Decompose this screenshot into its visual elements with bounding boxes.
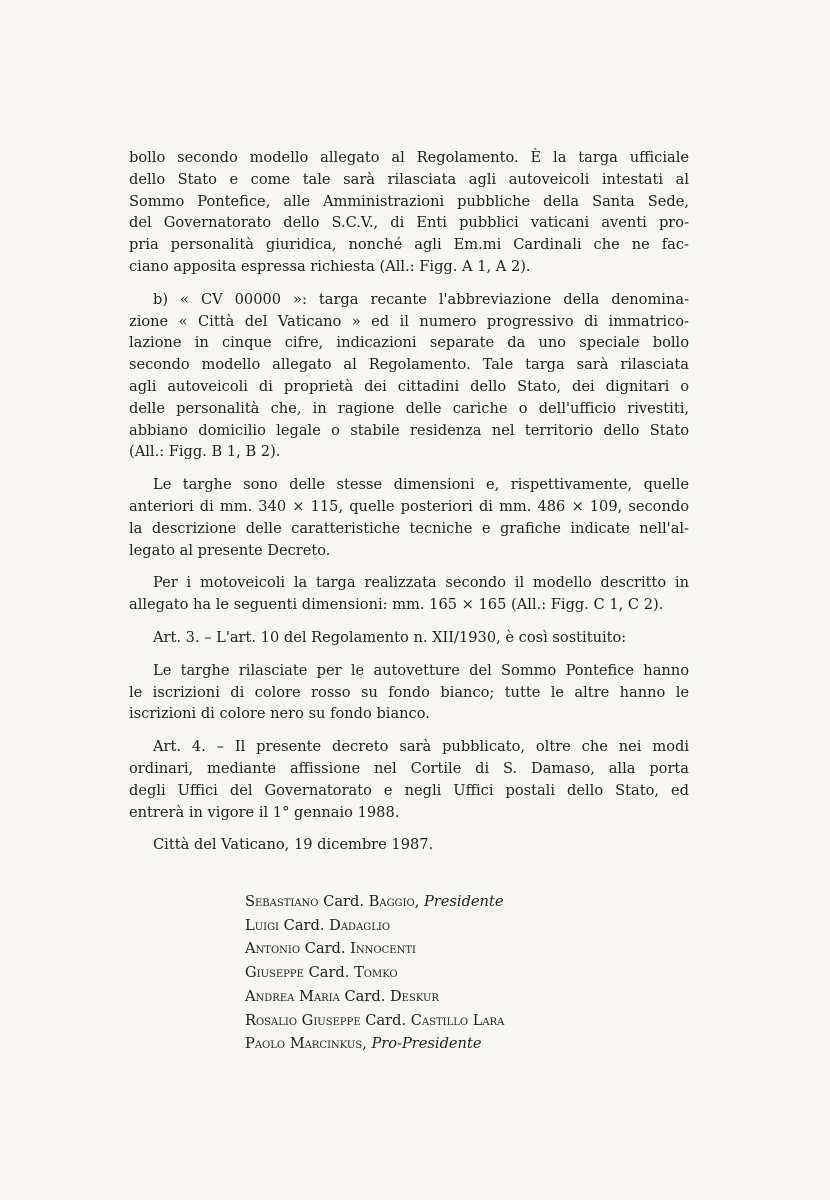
signatory-last-name: Deskur [389, 987, 439, 1005]
text-line: Le targhe rilasciate per le autovetture del Sommo Pontefice hanno [153, 661, 689, 679]
text-line: secondo modello allegato al Regolamento. Tale targa sarà rilasciata [129, 356, 689, 374]
signatory-title: Card. [304, 940, 346, 958]
text-line: le iscrizioni di colore rosso su fondo bianco; tutte le altre hanno le [129, 683, 689, 701]
text-line: agli autoveicoli di proprietà dei cittadini dello Stato, dei dignitari o [129, 377, 689, 395]
signature-line: Paolo Marcinkus, Pro-Presidente [245, 1035, 482, 1053]
text-line: del Governatorato dello S.C.V., di Enti pubblici vaticani aventi pro- [129, 214, 689, 232]
signatory-last-name: Innocenti [350, 940, 416, 958]
text-line: ordinari, mediante affissione nel Cortile di S. Damaso, alla porta [129, 759, 689, 777]
paragraph [129, 627, 689, 649]
signatory-last-name: Baggio [368, 893, 415, 910]
text-line: degli Uffici del Governatorato e negli Uffici postali dello Stato, ed [129, 781, 689, 799]
text-line: legato al presente Decreto. [129, 541, 331, 559]
signature-line [245, 1009, 685, 1033]
text-line: la descrizione delle caratteristiche tecniche e grafiche indicate nell'al- [129, 519, 689, 537]
text-line: abbiano domicilio legale o stabile residenza nel territorio dello Stato [129, 421, 689, 439]
text-line: lazione in cinque cifre, indicazioni separate da uno speciale bollo [129, 334, 689, 352]
signatory-first-name: Antonio [245, 940, 301, 958]
signatory-first-name: Andrea Maria [245, 987, 340, 1005]
signatory-title: Card. [308, 964, 350, 982]
body-text [129, 147, 689, 867]
signatory-last-name: Dadaglio [329, 916, 391, 934]
paragraph [129, 474, 689, 561]
signatory-title: Card. [283, 916, 325, 934]
text-line: iscrizioni di colore nero su fondo bianco. [129, 705, 430, 723]
signatory-role: Presidente [423, 893, 504, 910]
paragraph [129, 660, 689, 725]
signatory-title: Card. [323, 893, 364, 910]
signatory-title: Card. [344, 987, 386, 1005]
signatory-last-name: Marcinkus [289, 1035, 363, 1053]
signatory-first-name: Giuseppe [245, 964, 304, 982]
signatory-last-name: Castillo Lara [410, 1011, 505, 1029]
signature-line [245, 961, 685, 985]
text-line: entrerà in vigore il 1° gennaio 1988. [129, 803, 400, 821]
signature-line: Sebastiano Card. Baggio, Presidente [245, 893, 504, 910]
text-line: anteriori di mm. 340 × 115, quelle posteriori di mm. 486 × 109, secondo [129, 497, 689, 515]
paragraph [129, 147, 689, 278]
signature-list [245, 890, 685, 1056]
signature-line [245, 985, 685, 1009]
text-line: dello Stato e come tale sarà rilasciata agli autoveicoli intestati al [129, 170, 689, 188]
text-line: Art. 4. – Il presente decreto sarà pubblicato, oltre che nei modi [153, 738, 689, 756]
text-line: pria personalità giuridica, nonché agli Em.mi Cardinali che ne fac- [129, 236, 689, 254]
signatory-first-name: Paolo [245, 1035, 286, 1053]
text-line: Art. 3. – L'art. 10 del Regolamento n. XII/1930, è così sostituito: [153, 628, 627, 646]
text-line: bollo secondo modello allegato al Regolamento. È la targa ufficiale [129, 149, 689, 166]
text-line: Città del Vaticano, 19 dicembre 1987. [153, 836, 434, 854]
paragraph [129, 572, 689, 616]
signature-line [245, 937, 685, 961]
text-line: delle personalità che, in ragione delle cariche o dell'ufficio rivestiti, [129, 399, 689, 417]
signature-line [245, 914, 685, 938]
text-line: allegato ha le seguenti dimensioni: mm. 165 × 165 (All.: Figg. C 1, C 2). [129, 596, 664, 614]
text-line: Sommo Pontefice, alle Amministrazioni pubbliche della Santa Sede, [129, 192, 689, 210]
signatory-last-name: Tomko [354, 964, 398, 982]
text-line: (All.: Figg. B 1, B 2). [129, 443, 281, 461]
signatory-title: Card. [365, 1011, 407, 1029]
paragraph [129, 736, 689, 823]
paragraph [129, 834, 689, 856]
signatory-role: Pro-Presidente [371, 1035, 482, 1053]
signatory-first-name: Luigi [245, 916, 280, 934]
signatory-first-name: Rosalio Giuseppe [245, 1011, 361, 1029]
paragraph [129, 289, 689, 463]
signatory-first-name: Sebastiano [245, 893, 319, 910]
text-line: b) « CV 00000 »: targa recante l'abbreviazione della denomina- [153, 290, 689, 308]
text-line: Le targhe sono delle stesse dimensioni e, rispettivamente, quelle [153, 476, 689, 494]
text-line: Per i motoveicoli la targa realizzata secondo il modello descritto in [153, 574, 689, 592]
text-line: zione « Città del Vaticano » ed il numero progressivo di immatrico- [129, 312, 689, 330]
text-line: ciano apposita espressa richiesta (All.: Figg. A 1, A 2). [129, 257, 531, 275]
